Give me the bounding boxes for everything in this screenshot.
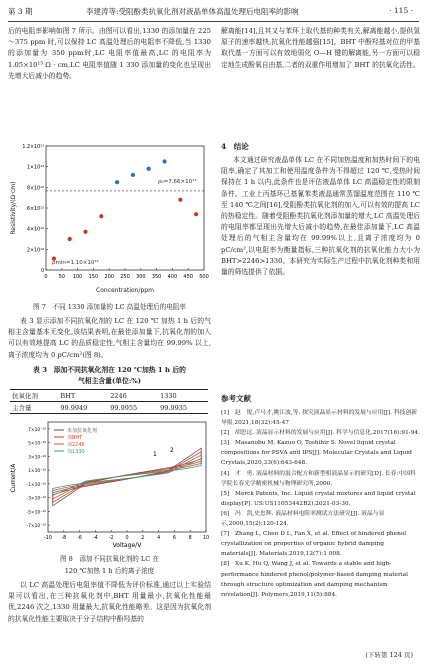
x-tick-label: -8 [61,536,67,541]
left-top-paragraph [8,26,211,82]
y-axis-label: Current/A [10,463,17,493]
x-tick-label: 300 [136,274,146,280]
table-cell: 99.9935 [158,402,208,414]
y-tick-label: 1.2×10¹³ [22,145,44,150]
y-axis-label: Resistivity/(Ω·cm) [10,181,17,235]
table3-title [8,365,211,387]
figure8-chart [8,418,213,550]
y-tick-label: 1×10¹³ [26,165,44,171]
x-tick-label: 200 [104,274,114,280]
scatter-point [83,230,87,234]
x-tick-label: -4 [93,536,98,541]
plot-frame [46,146,204,270]
iv-curves [53,448,202,506]
x-tick-label: 10 [202,536,210,541]
y-tick-label: 8×10¹² [26,186,44,192]
section-title-conclusion: 4 结论 [221,142,249,151]
reference-item: [1] 赵 锐,卢马才,姚江波,等. 探究液晶显示材料的发展与应用[J]. 科技创新导报,2021,18(32):45-47 [221,410,418,427]
scatter-point [115,180,119,184]
iv-curve [53,452,202,503]
y-tick-label: 5×10⁻¹⁰ [28,441,46,447]
left-mid-paragraph [8,316,211,361]
data-points [52,159,198,260]
table-header-cell: 抗氧化剂 [10,390,58,402]
y-tick-label: 4×10¹² [26,227,44,233]
y-tick-label: 1×10⁻¹⁰ [28,469,46,475]
running-title: 李建涛等:受阻酚类抗氧化剂对液晶单体高温处理后电阻率的影响 [86,7,299,16]
para-text: 后的电阻率影响如图 7 所示。由图可以看出,1330 的添加量在 225～375 ppm 时,可以保持 LC 高温处理后的电阻率不降低,当 1330 的添加量为 350 ppm时,LC 电阻率值最高,LC 的电阻率为 1.05×10¹³ Ω · cm,LC 电阻率值随 1 330 添加量的变化也呈现出先增大后减小的趋势。 [8,27,211,80]
scatter-point [194,212,198,216]
reference-item: [3] Masanobu M, Kazuo O, Toshihir S. Novel liquid crystal compositions for PSVA and IPS[J]. Molecular Crystals and Liquid Crystals,2020,33(6):643-648. [221,440,412,467]
para-text: 表 3 显示添加不同抗氧化剂的 LC 在 120 ℃ 加热 1 h 后的气相主含量基本无变化,该结果表明,在最佳添加量下,抗氧化剂的加入可以有效地提高 LC 的品质稳定性,气相主含量均在 99.99% 以上,离子浓度均为 0 pC/cm²(图 8)。 [8,317,211,359]
legend-label: 加2246 [67,442,85,448]
scatter-point [131,173,135,177]
para-text: 以 LC 高温处理后电阻率值不降低为评价标准,通过以上实验结果可以看出,在三种抗氧化剂中,BHT 用量最小,抗氧化性能最优,2246 次之,1330 用量最大,抗氧化性能略差。这是因为抗氧化剂的抗氧化性能主要取决于分子结构中酚羟基的 [8,581,211,623]
figure8-caption [8,553,211,577]
x-tick-label: -10 [44,536,52,541]
x-tick-label: -6 [77,536,82,541]
x-tick-label: 250 [120,274,130,280]
reference-item: [4] 才 勇. 液晶材料的混合配方和新型相液晶显示的研究[D]. 长春:中国科学院长春光学精密机械与物理研究所,2000. [221,470,416,487]
x-tick-label: 8 [188,536,192,541]
y-axis-ticks [22,144,48,274]
continued-note: (下转第 124 页) [365,651,413,659]
x-tick-label: 50 [58,274,65,280]
legend-label: 未加抗氧化剂 [67,428,98,434]
y-tick-label: 7×10⁻¹⁰ [28,427,46,433]
y-tick-label: -7×10⁻¹⁰ [26,524,46,530]
scatter-point [68,237,72,241]
curve-marker-2: 2 [170,447,174,454]
y-tick-label: 6×10¹² [26,207,44,212]
x-tick-label: 0 [125,536,129,541]
x-tick-label: 2 [141,536,145,541]
reference-item: [6] 冯 凯,史忠辉. 液晶材料电阻率测试方法研究[J]. 液晶与显示,2000,15(2):120-124. [221,510,385,528]
y-tick-label: 3×10⁻¹⁰ [28,455,46,461]
x-tick-label: 150 [88,274,99,280]
table-header-cell: BHT [58,390,108,402]
x-axis-label: Concentration/ppm [96,287,154,294]
caption-line1: 图 8 添加不同抗氧化剂的 LC 在 [59,555,160,563]
x-tick-label: 400 [167,274,178,280]
figure7-chart [8,140,213,300]
table-cell: 99.9955 [108,402,158,414]
table3-title-line2: 气相主含量(单位:%) [78,377,141,385]
right-top-paragraph [221,26,420,71]
table-cell: 99.9949 [58,402,108,414]
reference-list [221,408,420,600]
conclusion-paragraph [221,155,420,278]
para-text: 解离能[14],且其又与苯环上取代基的种类有关,解离能越小,提供氢原子的速率越快,抗氧化性能越强[15]。BHT 中酚羟基对位的甲基取代基一方面可以有效地弱化 O—H 键的解离能,另一方面可以稳定地生成酚氧自由基,二者的双重作用增加了 BHT 的抗氧化活性。 [221,27,420,69]
y-tick-label: -3×10⁻¹⁰ [26,496,46,502]
figure7-caption: 图 7 不同 1330 添加量的 LC 高温处理后的电阻率 [33,303,186,311]
x-tick-label: 4 [157,536,161,541]
curve-marker-1: 1 [153,451,157,458]
table3-title-line1: 表 3 添加不同抗氧化剂在 120 ℃加热 1 h 后的 [33,366,186,374]
y-axis-ticks [27,427,50,529]
reference-item: [2] 胡思远. 液晶显示材料的发展与应用[J]. 科学与信息化,2017(16):91-94. [221,430,420,437]
legend-label: 加1330 [67,449,85,455]
iv-curve [53,455,202,499]
legend [54,427,97,455]
x-tick-label: 100 [72,274,83,280]
y-tick-label: 0 [40,269,44,274]
scatter-point [147,167,151,171]
legend-label: 加BHT [67,435,83,441]
header-rule [8,21,419,22]
scatter-point [178,198,182,202]
reference-item: [7] Zhang L, Chen D L, Fan X, et al. Effect of hindered phenol crystallization on properties of organic hybrid damping materials[J]. Materials,2019,12(7):1 008. [221,531,407,558]
x-axis-label: Voltage/V [112,542,142,549]
y-tick-label: -1×10⁻¹⁰ [26,482,46,488]
x-tick-label: 500 [199,274,209,280]
x-tick-label: -2 [108,536,114,541]
table3 [10,389,208,414]
table-header-cell: 2246 [108,390,158,402]
iv-curve [53,448,202,506]
x-tick-label: 6 [172,536,176,541]
table-row [10,402,208,414]
iv-curve [53,459,202,496]
table-header-cell: 1330 [158,390,208,402]
table-cell: 主含量 [10,402,58,414]
scatter-point [162,159,166,163]
x-tick-label: 450 [183,274,193,280]
y-tick-label: -5×10⁻¹⁰ [26,510,46,516]
pmin-label: ρmin=1.10×10¹² [52,260,99,266]
p0-label: ρ₀=7.66×10¹² [158,179,197,185]
para-text: 本文通过研究液晶单体 LC 在不同加热温度和加热时间下的电阻率,确定了其加工和使用温度条件为不得超过 120 ℃,受热时间保持在 1 h 以内,此条件也是评估液晶单体 LC 高温稳定性的限制条件。工业上丙基环己基氰苯类液晶通常蒸馏温度范围在 110 ℃ 至 140 ℃之间[16],受阻酚类抗氧化剂的加入,可以有效的提高 LC 的热稳定性。随着受阻酚类抗氧化剂添加量的增大,LC 高温处理后的电阻率都呈现出先增大后减小的趋势,在最佳添加量下,LC 高温处理后的气相主含量均在 99.99%以上,且离子浓度均为 0 pC/cm²,以电阻率为衡量指标,三种抗氧化剂的抗氧化能力大小为 BHT>2246>1330。本研究为实际生产过程中抗氧化剂种类和用量的筛选提供了依据。 [221,156,420,277]
issue-number: 第 3 期 [8,7,33,16]
caption-line2: 120 ℃加热 1 h 后的离子浓度 [64,567,155,575]
scatter-point [99,214,103,218]
reference-item: [8] Xu K, Hu Q, Wang J, et al. Towards a stable and high-performance hindered phenol/polymer-based damping material through structure optimization and damping mechanism revelation[J]. Polymers,2019,11(5):884. [221,561,408,598]
references-title: 参考文献 [221,394,251,403]
page-number: · 115 · [389,6,413,15]
reference-item: [5] Merck Patents, Inc. Liquid crystal mixtures and liquid crystal display[P]. US:US11053442B2),2021-03-30. [221,490,416,507]
y-tick-label: 2×10¹² [26,248,44,254]
x-tick-label: 0 [44,274,48,280]
left-bottom-paragraph [8,580,211,625]
x-tick-label: 350 [151,274,162,280]
